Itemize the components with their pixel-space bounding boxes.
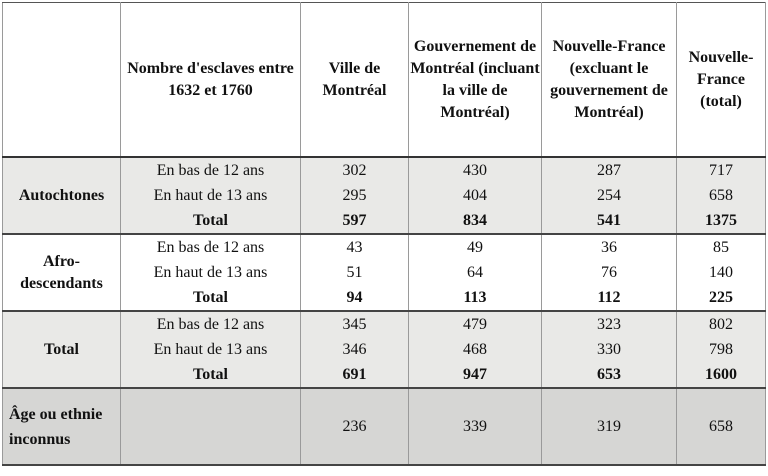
cell-value: 113	[409, 285, 542, 311]
cell-value: 140	[677, 260, 766, 285]
cell-value: 323	[542, 311, 677, 337]
cell-value: 717	[677, 157, 766, 183]
header-count-range: Nombre d'esclaves entre 1632 et 1760	[121, 3, 301, 158]
group-label: Autochtones	[3, 157, 121, 234]
row-label: En bas de 12 ans	[121, 157, 301, 183]
cell-value: 1600	[677, 362, 766, 388]
row-label: Total	[121, 208, 301, 234]
table-row	[3, 234, 766, 260]
group-label: Afro-descendants	[3, 234, 121, 311]
cell-value: 236	[301, 388, 409, 465]
cell-value: 51	[301, 260, 409, 285]
cell-value: 94	[301, 285, 409, 311]
cell-value: 295	[301, 183, 409, 208]
cell-value: 658	[677, 183, 766, 208]
cell-value: 43	[301, 234, 409, 260]
cell-value: 658	[677, 388, 766, 465]
cell-value: 653	[542, 362, 677, 388]
group-autochtones	[3, 157, 766, 234]
header-row	[3, 3, 766, 158]
slavery-statistics-table	[2, 2, 766, 466]
cell-value: 691	[301, 362, 409, 388]
cell-value: 287	[542, 157, 677, 183]
cell-value: 85	[677, 234, 766, 260]
header-nouvelle-france-total: Nouvelle-France (total)	[677, 3, 766, 158]
row-label: En bas de 12 ans	[121, 234, 301, 260]
cell-value: 834	[409, 208, 542, 234]
header-nouvelle-france-excl: Nouvelle-France (excluant le gouvernement de Montréal)	[542, 3, 677, 158]
row-label: Total	[121, 362, 301, 388]
header-ville-montreal: Ville de Montréal	[301, 3, 409, 158]
group-unknown	[3, 388, 766, 465]
unknown-label: Âge ou ethnie inconnus	[3, 388, 121, 465]
cell-value: 302	[301, 157, 409, 183]
cell-value: 1375	[677, 208, 766, 234]
cell-value: 430	[409, 157, 542, 183]
table-row	[3, 311, 766, 337]
cell-value: 254	[542, 183, 677, 208]
row-label: En bas de 12 ans	[121, 311, 301, 337]
row-label: En haut de 13 ans	[121, 183, 301, 208]
cell-value: 330	[542, 337, 677, 362]
cell-value: 597	[301, 208, 409, 234]
row-label: En haut de 13 ans	[121, 337, 301, 362]
cell-value: 64	[409, 260, 542, 285]
cell-value: 346	[301, 337, 409, 362]
cell-value: 76	[542, 260, 677, 285]
cell-value: 404	[409, 183, 542, 208]
cell-value: 112	[542, 285, 677, 311]
table-row	[3, 157, 766, 183]
row-label: Total	[121, 285, 301, 311]
group-afro-descendants	[3, 234, 766, 311]
cell-value: 225	[677, 285, 766, 311]
group-total	[3, 311, 766, 388]
cell-value: 802	[677, 311, 766, 337]
cell-value: 947	[409, 362, 542, 388]
header-empty-cell	[3, 3, 121, 158]
header-gouvernement-montreal: Gouvernement de Montréal (incluant la ville de Montréal)	[409, 3, 542, 158]
cell-value: 479	[409, 311, 542, 337]
cell-value: 49	[409, 234, 542, 260]
cell-value: 339	[409, 388, 542, 465]
row-label-empty	[121, 388, 301, 465]
cell-value: 798	[677, 337, 766, 362]
table-row-unknown	[3, 388, 766, 465]
cell-value: 319	[542, 388, 677, 465]
group-label: Total	[3, 311, 121, 388]
cell-value: 36	[542, 234, 677, 260]
cell-value: 345	[301, 311, 409, 337]
cell-value: 541	[542, 208, 677, 234]
cell-value: 468	[409, 337, 542, 362]
row-label: En haut de 13 ans	[121, 260, 301, 285]
